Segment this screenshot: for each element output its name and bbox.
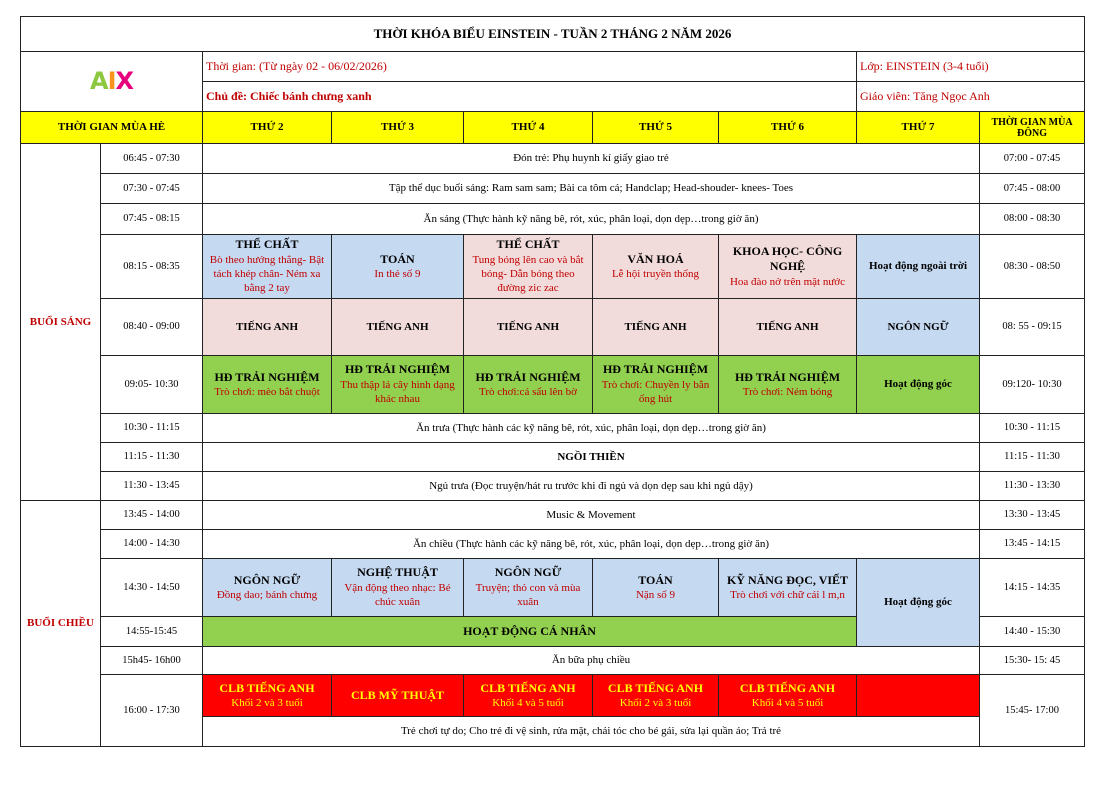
topic-label: Chủ đề: bbox=[206, 88, 248, 103]
class-cell: TIẾNG ANH bbox=[332, 299, 464, 356]
subject: HĐ TRẢI NGHIỆM bbox=[475, 369, 581, 384]
summer-time: 16:00 - 17:30 bbox=[101, 675, 203, 747]
class-cell bbox=[203, 559, 332, 617]
detail: Vận động theo nhạc: Bé chúc xuân bbox=[344, 582, 451, 609]
class-cell: TIẾNG ANH bbox=[719, 299, 857, 356]
topic bbox=[203, 82, 857, 112]
summer-time: 14:55-15:45 bbox=[101, 617, 203, 647]
activity: Ăn trưa (Thực hành các kỹ năng bê, rót, xúc, phân loại, dọn dẹp…trong giờ ăn) bbox=[203, 414, 980, 443]
subject: TOÁN bbox=[638, 572, 673, 587]
winter-time: 09:120- 10:30 bbox=[980, 356, 1085, 414]
subject: HĐ TRẢI NGHIỆM bbox=[344, 362, 451, 377]
winter-time: 11:15 - 11:30 bbox=[980, 443, 1085, 472]
detail: Trò chơi: mèo bắt chuột bbox=[214, 386, 320, 399]
activity: Trẻ chơi tự do; Cho trẻ đi vệ sinh, rửa mặt, chải tóc cho bé gái, sửa lại quần áo; Trả trẻ bbox=[203, 717, 980, 747]
aix-logo bbox=[23, 66, 200, 97]
summer-time: 11:30 - 13:45 bbox=[101, 472, 203, 501]
topic-value: Chiếc bánh chưng xanh bbox=[250, 88, 372, 103]
winter-time: 15:30- 15: 45 bbox=[980, 647, 1085, 675]
subject: NGÔN NGỮ bbox=[494, 565, 562, 580]
header-mon: THỨ 2 bbox=[203, 112, 332, 144]
winter-time: 15:45- 17:00 bbox=[980, 675, 1085, 747]
winter-time: 11:30 - 13:30 bbox=[980, 472, 1085, 501]
logo-mark: AIX bbox=[89, 66, 134, 95]
detail: Lễ hội truyền thống bbox=[611, 268, 700, 281]
detail: Truyện; thỏ con và mùa xuân bbox=[475, 582, 581, 609]
subject: NGÔN NGỮ bbox=[233, 572, 301, 587]
class-cell bbox=[332, 559, 464, 617]
detail: Khối 4 và 5 tuổi bbox=[751, 697, 824, 710]
subject: KỸ NĂNG ĐỌC, VIẾT bbox=[726, 572, 849, 587]
summer-time: 07:45 - 08:15 bbox=[101, 204, 203, 235]
summer-time: 06:45 - 07:30 bbox=[101, 144, 203, 174]
header-thu: THỨ 5 bbox=[593, 112, 719, 144]
page-title: THỜI KHÓA BIỂU EINSTEIN - TUẦN 2 THÁNG 2 NĂM 2026 bbox=[21, 17, 1085, 52]
detail: Khối 2 và 3 tuổi bbox=[231, 697, 303, 710]
class-cell bbox=[332, 356, 464, 414]
summer-time: 08:15 - 08:35 bbox=[101, 235, 203, 299]
logo-cell bbox=[21, 52, 203, 112]
detail: Trò chơi: Ném bóng bbox=[742, 386, 833, 399]
winter-time: 08: 55 - 09:15 bbox=[980, 299, 1085, 356]
class-cell: NGÔN NGỮ bbox=[857, 299, 980, 356]
class-cell bbox=[719, 356, 857, 414]
class-cell bbox=[203, 356, 332, 414]
activity: Music & Movement bbox=[203, 501, 980, 530]
subject: HĐ TRẢI NGHIỆM bbox=[734, 369, 841, 384]
subject: CLB TIẾNG ANH bbox=[739, 680, 836, 695]
session-afternoon: BUỔI CHIỀU bbox=[21, 501, 101, 747]
time-range: Thời gian: (Từ ngày 02 - 06/02/2026) bbox=[203, 52, 857, 82]
class-cell bbox=[593, 235, 719, 299]
winter-time: 14:15 - 14:35 bbox=[980, 559, 1085, 617]
activity: Ăn sáng (Thực hành kỹ năng bê, rót, xúc, phân loại, dọn dẹp…trong giờ ăn) bbox=[203, 204, 980, 235]
header-wed: THỨ 4 bbox=[464, 112, 593, 144]
class-cell: Hoạt động góc bbox=[857, 559, 980, 647]
subject: NGHỆ THUẬT bbox=[357, 565, 438, 580]
summer-time: 07:30 - 07:45 bbox=[101, 174, 203, 204]
club-cell bbox=[203, 675, 332, 717]
winter-time: 07:00 - 07:45 bbox=[980, 144, 1085, 174]
activity: Ăn chiều (Thực hành các kỹ năng bê, rót, xúc, phân loại, dọn dẹp…trong giờ ăn) bbox=[203, 530, 980, 559]
summer-time: 13:45 - 14:00 bbox=[101, 501, 203, 530]
subject: CLB TIẾNG ANH bbox=[480, 680, 576, 695]
class-cell: Hoạt động góc bbox=[857, 356, 980, 414]
winter-time: 13:45 - 14:15 bbox=[980, 530, 1085, 559]
session-morning: BUỔI SÁNG bbox=[21, 144, 101, 501]
class-cell bbox=[332, 235, 464, 299]
subject: TOÁN bbox=[380, 251, 415, 266]
summer-time: 10:30 - 11:15 bbox=[101, 414, 203, 443]
class-cell bbox=[464, 559, 593, 617]
header-row bbox=[21, 112, 1085, 144]
detail: Trò chơi:cá sấu lên bờ bbox=[479, 386, 577, 399]
subject: CLB TIẾNG ANH bbox=[607, 680, 704, 695]
winter-time: 07:45 - 08:00 bbox=[980, 174, 1085, 204]
summer-time: 09:05- 10:30 bbox=[101, 356, 203, 414]
subject: VĂN HOÁ bbox=[627, 251, 684, 266]
detail: Khối 4 và 5 tuổi bbox=[492, 697, 564, 710]
summer-time: 08:40 - 09:00 bbox=[101, 299, 203, 356]
teacher: Giáo viên: Tăng Ngọc Anh bbox=[857, 82, 1085, 112]
activity: Ăn bữa phụ chiều bbox=[203, 647, 980, 675]
activity: Tập thể dục buổi sáng: Ram sam sam; Bài ca tôm cá; Handclap; Head-shouder- knees- Toes bbox=[203, 174, 980, 204]
class-cell bbox=[203, 235, 332, 299]
club-cell bbox=[593, 675, 719, 717]
class-name: Lớp: EINSTEIN (3-4 tuổi) bbox=[857, 52, 1085, 82]
detail: Bò theo hướng thẳng- Bật tách khép chân- Ném xa bằng 2 tay bbox=[209, 253, 325, 295]
summer-time: 14:30 - 14:50 bbox=[101, 559, 203, 617]
class-cell: TIẾNG ANH bbox=[203, 299, 332, 356]
class-cell: Hoạt động ngoài trời bbox=[857, 235, 980, 299]
subject: HĐ TRẢI NGHIỆM bbox=[214, 369, 320, 384]
header-winter: THỜI GIAN MÙA ĐÔNG bbox=[980, 112, 1085, 144]
subject: CLB TIẾNG ANH bbox=[219, 680, 315, 695]
club-cell bbox=[719, 675, 857, 717]
class-cell bbox=[464, 356, 593, 414]
activity: Đón trẻ: Phụ huynh kí giấy giao trẻ bbox=[203, 144, 980, 174]
header-fri: THỨ 6 bbox=[719, 112, 857, 144]
detail: Trò chơi: Chuyền ly bằn ống hút bbox=[601, 379, 710, 406]
detail: Nặn số 9 bbox=[635, 589, 676, 602]
winter-time: 08:00 - 08:30 bbox=[980, 204, 1085, 235]
club-cell bbox=[857, 675, 980, 717]
class-cell: TIẾNG ANH bbox=[593, 299, 719, 356]
class-cell: TIẾNG ANH bbox=[464, 299, 593, 356]
timetable bbox=[20, 16, 1085, 747]
summer-time: 11:15 - 11:30 bbox=[101, 443, 203, 472]
subject: THỂ CHẤT bbox=[235, 237, 299, 252]
detail: Khối 2 và 3 tuổi bbox=[619, 697, 692, 710]
detail: Trò chơi với chữ cái l m,n bbox=[730, 589, 845, 602]
club-cell bbox=[332, 675, 464, 717]
winter-time: 13:30 - 13:45 bbox=[980, 501, 1085, 530]
class-cell bbox=[464, 235, 593, 299]
class-cell bbox=[593, 356, 719, 414]
subject: KHOA HỌC- CÔNG NGHỆ bbox=[732, 243, 843, 274]
detail: In thẻ số 9 bbox=[374, 268, 421, 281]
class-cell bbox=[719, 559, 857, 617]
activity: Ngủ trưa (Đọc truyện/hát ru trước khi đi ngủ và dọn dẹp sau khi ngủ dậy) bbox=[203, 472, 980, 501]
class-cell bbox=[719, 235, 857, 299]
winter-time: 10:30 - 11:15 bbox=[980, 414, 1085, 443]
header-sat: THỨ 7 bbox=[857, 112, 980, 144]
subject: THỂ CHẤT bbox=[496, 237, 560, 252]
header-summer: THỜI GIAN MÙA HÈ bbox=[21, 112, 203, 144]
detail: Thu thập lá cây hình dạng khác nhau bbox=[340, 379, 455, 406]
subject: CLB MỸ THUẬT bbox=[350, 687, 445, 702]
winter-time: 14:40 - 15:30 bbox=[980, 617, 1085, 647]
summer-time: 14:00 - 14:30 bbox=[101, 530, 203, 559]
subject: HĐ TRẢI NGHIỆM bbox=[602, 362, 709, 377]
detail: Hoa đào nở trên mặt nước bbox=[729, 275, 846, 288]
summer-time: 15h45- 16h00 bbox=[101, 647, 203, 675]
activity: NGỒI THIỀN bbox=[203, 443, 980, 472]
header-tue: THỨ 3 bbox=[332, 112, 464, 144]
detail: Tung bóng lên cao và bắt bóng- Dẫn bóng theo đường zic zac bbox=[472, 253, 584, 295]
winter-time: 08:30 - 08:50 bbox=[980, 235, 1085, 299]
activity: HOẠT ĐỘNG CÁ NHÂN bbox=[203, 617, 857, 647]
class-cell bbox=[593, 559, 719, 617]
club-cell bbox=[464, 675, 593, 717]
detail: Đồng dao; bánh chưng bbox=[216, 589, 318, 602]
